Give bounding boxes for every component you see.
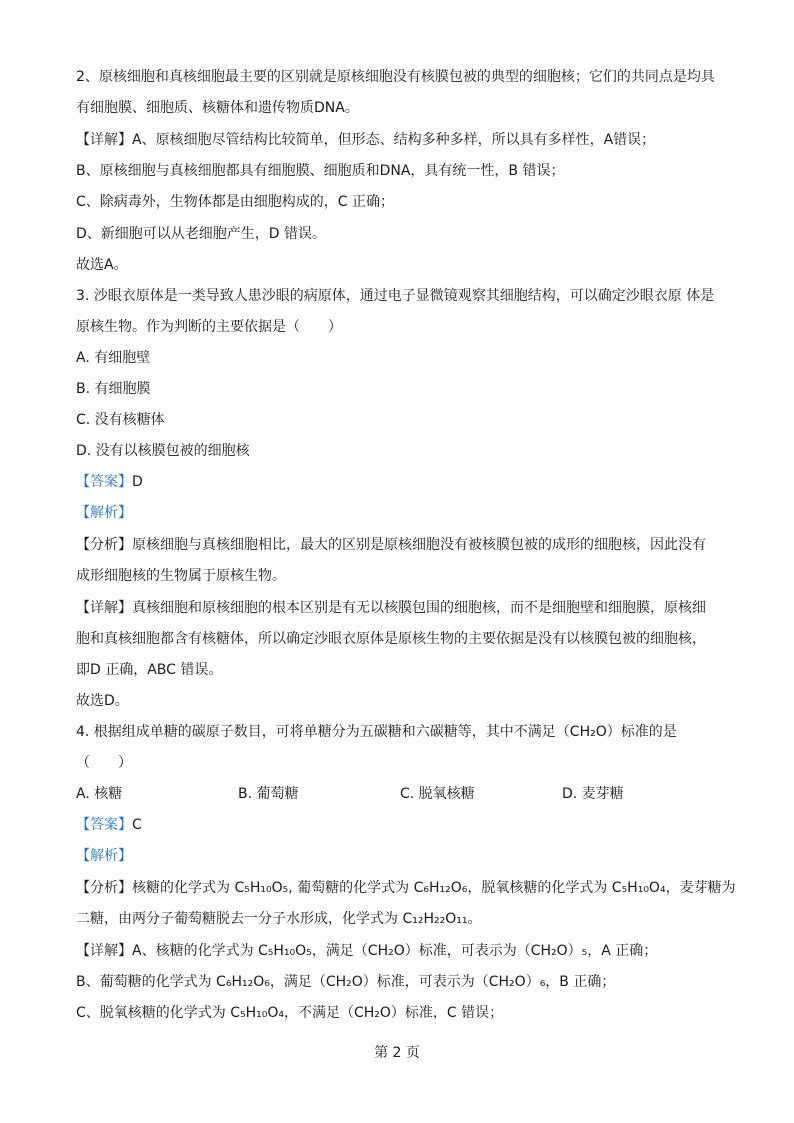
question-3-option: B. 有细胞膜: [76, 381, 151, 397]
option-c: C. 脱氧核糖: [400, 786, 475, 802]
analysis-tag: 【解析】: [76, 848, 132, 864]
choose-line: 故选D。: [76, 693, 129, 709]
option-a: A. 核糖: [76, 786, 123, 802]
question-3-option: C. 没有核糖体: [76, 412, 165, 428]
analysis-line: 二糖，由两分子葡萄糖脱去一分子水形成，化学式为 C₁₂H₂₂O₁₁。: [76, 911, 482, 927]
option-d: D. 麦芽糖: [562, 786, 624, 802]
question-3-stem: 3. 沙眼衣原体是一类导致人患沙眼的病原体，通过电子显微镜观察其细胞结构，可以确定沙眼衣原 体是: [76, 288, 715, 304]
answer-value: D: [132, 474, 143, 490]
text-line: C、除病毒外，生物体都是由细胞构成的，C 正确；: [76, 194, 394, 210]
detail-line: 【详解】真核细胞和原核细胞的根本区别是有无以核膜包围的细胞核，而不是细胞壁和细胞膜，原核细: [76, 600, 706, 616]
detail-line: 【详解】A、核糖的化学式为 C₅H₁₀O₅，满足（CH₂O）标准，可表示为（CH₂O）₅，A 正确；: [76, 943, 658, 959]
answer-tag: 【答案】: [76, 474, 132, 490]
text-line: D、新细胞可以从老细胞产生，D 错误。: [76, 226, 327, 242]
question-4-options: [76, 784, 716, 804]
analysis-head: 【分析】: [76, 880, 132, 896]
text-line: 有细胞膜、细胞质、核糖体和遗传物质DNA。: [76, 100, 359, 116]
text-line: 【详解】A、原核细胞尽管结构比较简单，但形态、结构多种多样，所以具有多样性，A错误；: [76, 132, 656, 148]
question-4-stem: （ ）: [76, 755, 132, 771]
analysis-head: 【分析】: [76, 537, 132, 553]
answer-value: C: [132, 817, 142, 833]
question-3-option: A. 有细胞壁: [76, 350, 151, 366]
detail-line: C、脱氧核糖的化学式为 C₅H₁₀O₄，不满足（CH₂O）标准，C 错误；: [76, 1005, 504, 1021]
detail-line: 即D 正确，ABC 错误。: [76, 662, 223, 678]
text-line: 2、原核细胞和真核细胞最主要的区别就是原核细胞没有核膜包被的典型的细胞核；它们的共同点是均具: [76, 69, 715, 85]
question-3-option: D. 没有以核膜包被的细胞核: [76, 443, 250, 459]
analysis-text: 核糖的化学式为 C₅H₁₀O₅, 葡萄糖的化学式为 C₆H₁₂O₆，脱氧核糖的化学式为 C₅H₁₀O₄，麦芽糖为: [132, 880, 736, 896]
answer-line: [76, 815, 716, 835]
analysis-text: 原核细胞与真核细胞相比，最大的区别是原核细胞没有被核膜包被的成形的细胞核，因此没有: [132, 537, 706, 553]
analysis-tag: 【解析】: [76, 505, 132, 521]
text-line: B、原核细胞与真核细胞都具有细胞膜、细胞质和DNA，具有统一性，B 错误；: [76, 163, 565, 179]
question-4-stem: 4. 根据组成单糖的碳原子数目，可将单糖分为五碳糖和六碳糖等，其中不满足（CH₂O）标准的是: [76, 724, 677, 740]
question-3-stem: 原核生物。作为判断的主要依据是（ ）: [76, 319, 342, 335]
detail-line: 胞和真核细胞都含有核糖体，所以确定沙眼衣原体是原核生物的主要依据是没有以核膜包被的细胞核，: [76, 631, 706, 647]
analysis-line: 成形细胞核的生物属于原核生物。: [76, 568, 286, 584]
answer-tag: 【答案】: [76, 817, 132, 833]
page-number: 第 2 页: [374, 1045, 420, 1061]
answer-line: [76, 472, 716, 492]
analysis-line: [76, 878, 736, 898]
analysis-heading: [76, 503, 716, 523]
analysis-heading: [76, 846, 716, 866]
detail-line: B、葡萄糖的化学式为 C₆H₁₂O₆，满足（CH₂O）标准，可表示为（CH₂O）₆，B 正确；: [76, 974, 616, 990]
text-line: 故选A。: [76, 257, 128, 273]
option-b: B. 葡萄糖: [238, 786, 299, 802]
analysis-line: [76, 535, 716, 555]
